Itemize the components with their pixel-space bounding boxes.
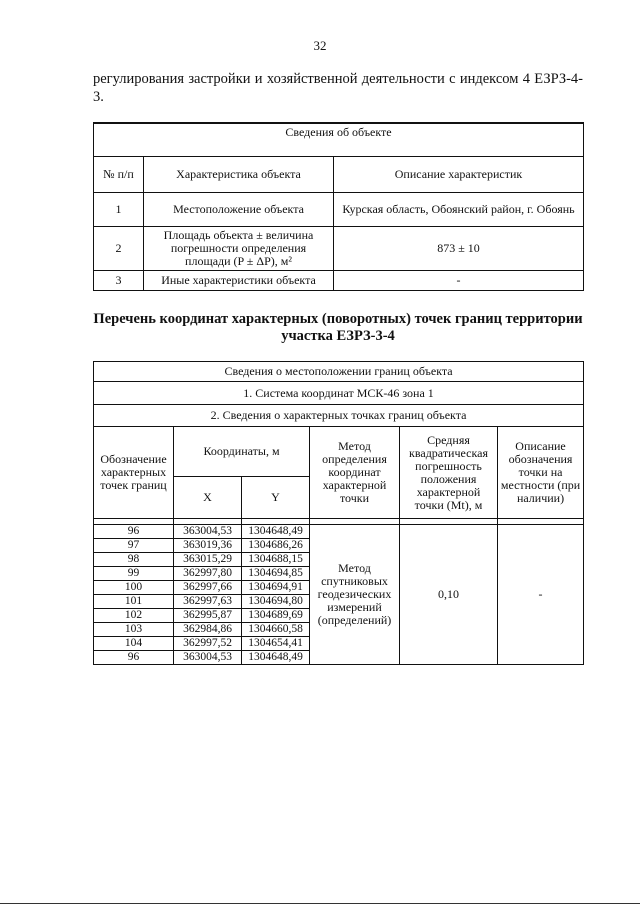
method-cell: Метод спутниковых геодезических измерений (определений) bbox=[310, 525, 400, 665]
point-y: 1304686,26 bbox=[242, 539, 310, 553]
point-id: 102 bbox=[94, 609, 174, 623]
point-y: 1304694,91 bbox=[242, 581, 310, 595]
point-id: 101 bbox=[94, 595, 174, 609]
point-x: 363019,36 bbox=[174, 539, 242, 553]
point-y: 1304694,80 bbox=[242, 595, 310, 609]
point-x: 362984,86 bbox=[174, 623, 242, 637]
point-id: 99 bbox=[94, 567, 174, 581]
row-2-description: 873 ± 10 bbox=[334, 227, 584, 271]
page-number: 32 bbox=[313, 38, 327, 53]
header-accuracy: Средняя квадратическая погрешность положения характерной точки (Mt), м bbox=[400, 427, 498, 519]
point-id: 96 bbox=[94, 651, 174, 665]
point-x: 363004,53 bbox=[174, 525, 242, 539]
coordinates-heading: Перечень координат характерных (поворотных) точек границ территории участка ЕЗРЗ-3-4 bbox=[93, 311, 583, 344]
accuracy-cell: 0,10 bbox=[400, 525, 498, 665]
header-location-description: Описание обозначения точки на местности (при наличии) bbox=[498, 427, 584, 519]
row-1-description: Курская область, Обоянский район, г. Обоянь bbox=[334, 193, 584, 227]
point-id: 97 bbox=[94, 539, 174, 553]
header-coordinates: Координаты, м bbox=[174, 427, 310, 477]
object-table-top-rule bbox=[93, 122, 583, 124]
point-x: 362997,80 bbox=[174, 567, 242, 581]
location-description-cell: - bbox=[498, 525, 584, 665]
row-3-num: 3 bbox=[94, 271, 144, 291]
header-designation: Обозначение характерных точек границ bbox=[94, 427, 174, 519]
row-3-description: - bbox=[334, 271, 584, 291]
point-y: 1304654,41 bbox=[242, 637, 310, 651]
point-y: 1304689,69 bbox=[242, 609, 310, 623]
point-id: 96 bbox=[94, 525, 174, 539]
header-y: Y bbox=[242, 477, 310, 519]
point-y: 1304648,49 bbox=[242, 651, 310, 665]
point-x: 362997,52 bbox=[174, 637, 242, 651]
point-y: 1304660,58 bbox=[242, 623, 310, 637]
point-y: 1304694,85 bbox=[242, 567, 310, 581]
points-title-row: 2. Сведения о характерных точках границ объекта bbox=[94, 405, 584, 427]
point-x: 363015,29 bbox=[174, 553, 242, 567]
point-id: 98 bbox=[94, 553, 174, 567]
object-table-title: Сведения об объекте bbox=[94, 123, 584, 157]
point-x: 362997,66 bbox=[174, 581, 242, 595]
point-id: 104 bbox=[94, 637, 174, 651]
point-id: 103 bbox=[94, 623, 174, 637]
row-1-characteristic: Местоположение объекта bbox=[144, 193, 334, 227]
object-info-table bbox=[93, 122, 584, 291]
intro-paragraph: регулирования застройки и хозяйственной деятельности с индексом 4 ЕЗРЗ-4-3. bbox=[93, 71, 583, 105]
point-y: 1304648,49 bbox=[242, 525, 310, 539]
point-x: 362995,87 bbox=[174, 609, 242, 623]
header-num: № п/п bbox=[94, 157, 144, 193]
row-2-characteristic: Площадь объекта ± величина погрешности определения площади (P ± ΔP), м² bbox=[144, 227, 334, 271]
row-3-characteristic: Иные характеристики объекта bbox=[144, 271, 334, 291]
point-y: 1304688,15 bbox=[242, 553, 310, 567]
point-x: 363004,53 bbox=[174, 651, 242, 665]
header-x: X bbox=[174, 477, 242, 519]
row-2-num: 2 bbox=[94, 227, 144, 271]
point-id: 100 bbox=[94, 581, 174, 595]
row-1-num: 1 bbox=[94, 193, 144, 227]
header-method: Метод определения координат характерной точки bbox=[310, 427, 400, 519]
page-bottom-rule bbox=[0, 903, 640, 904]
coordinates-table bbox=[93, 361, 584, 665]
header-description: Описание характеристик bbox=[334, 157, 584, 193]
point-x: 362997,63 bbox=[174, 595, 242, 609]
coord-system-row: 1. Система координат МСК-46 зона 1 bbox=[94, 382, 584, 405]
coord-table-title: Сведения о местоположении границ объекта bbox=[94, 362, 584, 382]
header-characteristic: Характеристика объекта bbox=[144, 157, 334, 193]
